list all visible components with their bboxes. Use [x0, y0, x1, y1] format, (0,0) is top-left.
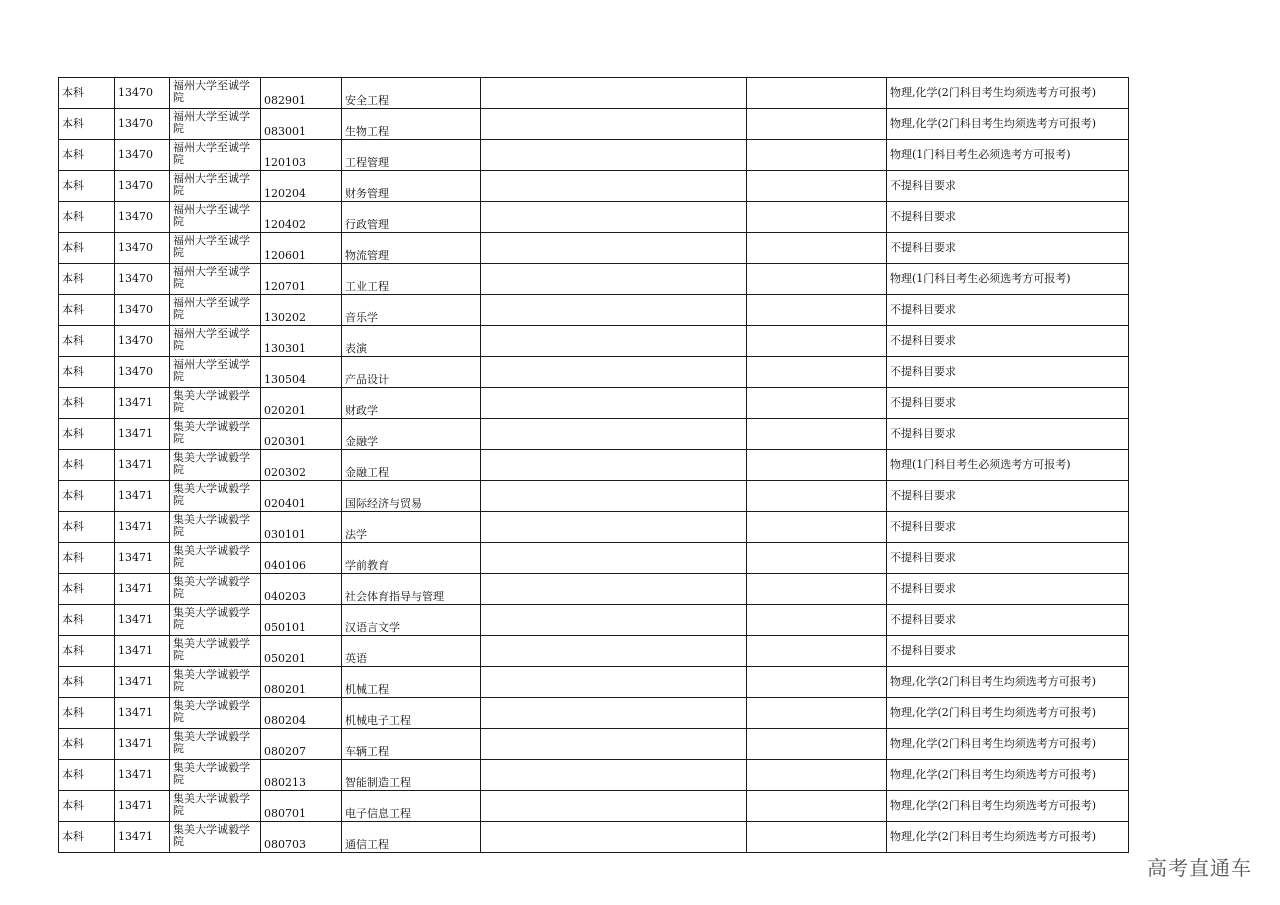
- level-cell: 本科: [59, 791, 115, 822]
- school-code-cell: 13471: [115, 481, 170, 512]
- subject-requirement-cell: 不提科目要求: [887, 481, 1129, 512]
- level-cell: 本科: [59, 822, 115, 853]
- school-code-cell: 13471: [115, 667, 170, 698]
- school-name-cell: 集美大学诚毅学院: [170, 543, 261, 574]
- blank-cell: [481, 450, 747, 481]
- major-code-cell: 080701: [261, 791, 342, 822]
- blank-cell: [747, 419, 887, 450]
- school-name-cell: 集美大学诚毅学院: [170, 419, 261, 450]
- subject-requirement-cell: 物理,化学(2门科目考生均须选考方可报考): [887, 667, 1129, 698]
- major-name-cell: 英语: [342, 636, 481, 667]
- subject-requirement-cell: 不提科目要求: [887, 295, 1129, 326]
- school-code-cell: 13471: [115, 791, 170, 822]
- major-name-cell: 财务管理: [342, 171, 481, 202]
- subject-requirement-cell: 物理,化学(2门科目考生均须选考方可报考): [887, 822, 1129, 853]
- level-cell: 本科: [59, 78, 115, 109]
- school-name-cell: 福州大学至诚学院: [170, 264, 261, 295]
- blank-cell: [481, 233, 747, 264]
- major-code-cell: 120601: [261, 233, 342, 264]
- major-code-cell: 082901: [261, 78, 342, 109]
- major-code-cell: 120701: [261, 264, 342, 295]
- level-cell: 本科: [59, 202, 115, 233]
- blank-cell: [481, 78, 747, 109]
- school-name-cell: 集美大学诚毅学院: [170, 605, 261, 636]
- table-body: [59, 78, 1129, 853]
- school-code-cell: 13471: [115, 822, 170, 853]
- table-row: [59, 481, 1129, 512]
- blank-cell: [747, 543, 887, 574]
- level-cell: 本科: [59, 388, 115, 419]
- blank-cell: [481, 481, 747, 512]
- table-row: [59, 450, 1129, 481]
- major-code-cell: 080213: [261, 760, 342, 791]
- blank-cell: [481, 729, 747, 760]
- level-cell: 本科: [59, 698, 115, 729]
- school-code-cell: 13470: [115, 171, 170, 202]
- school-name-cell: 集美大学诚毅学院: [170, 667, 261, 698]
- blank-cell: [481, 822, 747, 853]
- blank-cell: [747, 729, 887, 760]
- subject-requirement-cell: 不提科目要求: [887, 419, 1129, 450]
- school-name-cell: 集美大学诚毅学院: [170, 822, 261, 853]
- major-code-cell: 020301: [261, 419, 342, 450]
- school-code-cell: 13470: [115, 140, 170, 171]
- subject-requirement-cell: 不提科目要求: [887, 357, 1129, 388]
- major-code-cell: 020401: [261, 481, 342, 512]
- table-row: [59, 543, 1129, 574]
- subject-requirement-cell: 物理(1门科目考生必须选考方可报考): [887, 264, 1129, 295]
- blank-cell: [747, 605, 887, 636]
- school-code-cell: 13471: [115, 543, 170, 574]
- blank-cell: [747, 791, 887, 822]
- major-name-cell: 表演: [342, 326, 481, 357]
- major-name-cell: 机械工程: [342, 667, 481, 698]
- subject-requirement-cell: 不提科目要求: [887, 605, 1129, 636]
- school-name-cell: 集美大学诚毅学院: [170, 512, 261, 543]
- table-row: [59, 760, 1129, 791]
- table-row: [59, 698, 1129, 729]
- major-code-cell: 120103: [261, 140, 342, 171]
- table-row: [59, 78, 1129, 109]
- level-cell: 本科: [59, 171, 115, 202]
- blank-cell: [481, 419, 747, 450]
- school-name-cell: 福州大学至诚学院: [170, 295, 261, 326]
- major-name-cell: 行政管理: [342, 202, 481, 233]
- school-name-cell: 集美大学诚毅学院: [170, 574, 261, 605]
- school-name-cell: 福州大学至诚学院: [170, 326, 261, 357]
- major-name-cell: 法学: [342, 512, 481, 543]
- level-cell: 本科: [59, 419, 115, 450]
- school-name-cell: 集美大学诚毅学院: [170, 791, 261, 822]
- blank-cell: [747, 109, 887, 140]
- blank-cell: [481, 295, 747, 326]
- blank-cell: [747, 78, 887, 109]
- major-name-cell: 产品设计: [342, 357, 481, 388]
- blank-cell: [481, 698, 747, 729]
- school-name-cell: 福州大学至诚学院: [170, 109, 261, 140]
- blank-cell: [747, 512, 887, 543]
- school-code-cell: 13470: [115, 78, 170, 109]
- major-code-cell: 130504: [261, 357, 342, 388]
- level-cell: 本科: [59, 233, 115, 264]
- subject-requirement-cell: 不提科目要求: [887, 512, 1129, 543]
- school-name-cell: 集美大学诚毅学院: [170, 636, 261, 667]
- subject-requirement-cell: 不提科目要求: [887, 388, 1129, 419]
- blank-cell: [747, 140, 887, 171]
- major-name-cell: 汉语言文学: [342, 605, 481, 636]
- major-code-cell: 040106: [261, 543, 342, 574]
- school-code-cell: 13471: [115, 698, 170, 729]
- blank-cell: [481, 388, 747, 419]
- blank-cell: [747, 295, 887, 326]
- major-name-cell: 物流管理: [342, 233, 481, 264]
- level-cell: 本科: [59, 295, 115, 326]
- major-name-cell: 国际经济与贸易: [342, 481, 481, 512]
- table-row: [59, 791, 1129, 822]
- subject-requirement-cell: 物理,化学(2门科目考生均须选考方可报考): [887, 698, 1129, 729]
- table-row: [59, 636, 1129, 667]
- blank-cell: [481, 543, 747, 574]
- blank-cell: [481, 667, 747, 698]
- table-row: [59, 264, 1129, 295]
- school-code-cell: 13470: [115, 109, 170, 140]
- level-cell: 本科: [59, 109, 115, 140]
- blank-cell: [481, 264, 747, 295]
- table-row: [59, 202, 1129, 233]
- subject-requirement-cell: 物理,化学(2门科目考生均须选考方可报考): [887, 729, 1129, 760]
- level-cell: 本科: [59, 326, 115, 357]
- subject-requirement-cell: 物理(1门科目考生必须选考方可报考): [887, 450, 1129, 481]
- school-name-cell: 福州大学至诚学院: [170, 233, 261, 264]
- major-name-cell: 车辆工程: [342, 729, 481, 760]
- blank-cell: [481, 171, 747, 202]
- major-name-cell: 音乐学: [342, 295, 481, 326]
- school-name-cell: 福州大学至诚学院: [170, 357, 261, 388]
- school-code-cell: 13471: [115, 419, 170, 450]
- table-row: [59, 171, 1129, 202]
- blank-cell: [481, 760, 747, 791]
- school-name-cell: 福州大学至诚学院: [170, 78, 261, 109]
- admission-table: [58, 77, 1129, 853]
- blank-cell: [481, 326, 747, 357]
- subject-requirement-cell: 不提科目要求: [887, 233, 1129, 264]
- school-code-cell: 13470: [115, 357, 170, 388]
- blank-cell: [481, 791, 747, 822]
- major-code-cell: 120204: [261, 171, 342, 202]
- subject-requirement-cell: 不提科目要求: [887, 543, 1129, 574]
- level-cell: 本科: [59, 636, 115, 667]
- major-name-cell: 工程管理: [342, 140, 481, 171]
- blank-cell: [481, 512, 747, 543]
- table-row: [59, 419, 1129, 450]
- school-name-cell: 福州大学至诚学院: [170, 202, 261, 233]
- major-name-cell: 金融工程: [342, 450, 481, 481]
- level-cell: 本科: [59, 543, 115, 574]
- school-name-cell: 集美大学诚毅学院: [170, 481, 261, 512]
- table-row: [59, 667, 1129, 698]
- table-row: [59, 605, 1129, 636]
- level-cell: 本科: [59, 450, 115, 481]
- school-name-cell: 集美大学诚毅学院: [170, 450, 261, 481]
- major-name-cell: 学前教育: [342, 543, 481, 574]
- school-name-cell: 集美大学诚毅学院: [170, 729, 261, 760]
- table-row: [59, 140, 1129, 171]
- major-name-cell: 金融学: [342, 419, 481, 450]
- major-name-cell: 生物工程: [342, 109, 481, 140]
- level-cell: 本科: [59, 667, 115, 698]
- blank-cell: [747, 326, 887, 357]
- major-name-cell: 机械电子工程: [342, 698, 481, 729]
- major-name-cell: 智能制造工程: [342, 760, 481, 791]
- table-row: [59, 388, 1129, 419]
- blank-cell: [481, 202, 747, 233]
- blank-cell: [747, 171, 887, 202]
- major-code-cell: 080201: [261, 667, 342, 698]
- school-code-cell: 13471: [115, 388, 170, 419]
- blank-cell: [747, 202, 887, 233]
- major-code-cell: 050201: [261, 636, 342, 667]
- major-code-cell: 080204: [261, 698, 342, 729]
- school-name-cell: 集美大学诚毅学院: [170, 388, 261, 419]
- major-name-cell: 财政学: [342, 388, 481, 419]
- major-name-cell: 社会体育指导与管理: [342, 574, 481, 605]
- watermark-logo-text: 高考直通车: [1147, 856, 1252, 880]
- blank-cell: [481, 357, 747, 388]
- level-cell: 本科: [59, 729, 115, 760]
- school-name-cell: 集美大学诚毅学院: [170, 760, 261, 791]
- blank-cell: [481, 605, 747, 636]
- major-code-cell: 020201: [261, 388, 342, 419]
- blank-cell: [747, 667, 887, 698]
- subject-requirement-cell: 物理,化学(2门科目考生均须选考方可报考): [887, 791, 1129, 822]
- level-cell: 本科: [59, 264, 115, 295]
- blank-cell: [747, 450, 887, 481]
- level-cell: 本科: [59, 481, 115, 512]
- major-name-cell: 工业工程: [342, 264, 481, 295]
- major-name-cell: 通信工程: [342, 822, 481, 853]
- blank-cell: [747, 636, 887, 667]
- school-name-cell: 福州大学至诚学院: [170, 171, 261, 202]
- blank-cell: [481, 109, 747, 140]
- major-code-cell: 130301: [261, 326, 342, 357]
- school-code-cell: 13470: [115, 326, 170, 357]
- blank-cell: [481, 140, 747, 171]
- table-row: [59, 729, 1129, 760]
- level-cell: 本科: [59, 140, 115, 171]
- blank-cell: [747, 698, 887, 729]
- table-row: [59, 295, 1129, 326]
- blank-cell: [747, 264, 887, 295]
- subject-requirement-cell: 不提科目要求: [887, 326, 1129, 357]
- school-code-cell: 13471: [115, 574, 170, 605]
- blank-cell: [747, 481, 887, 512]
- level-cell: 本科: [59, 605, 115, 636]
- major-code-cell: 030101: [261, 512, 342, 543]
- subject-requirement-cell: 不提科目要求: [887, 202, 1129, 233]
- major-code-cell: 050101: [261, 605, 342, 636]
- major-code-cell: 080207: [261, 729, 342, 760]
- school-code-cell: 13470: [115, 295, 170, 326]
- school-code-cell: 13471: [115, 605, 170, 636]
- major-code-cell: 040203: [261, 574, 342, 605]
- subject-requirement-cell: 物理,化学(2门科目考生均须选考方可报考): [887, 760, 1129, 791]
- subject-requirement-cell: 物理,化学(2门科目考生均须选考方可报考): [887, 78, 1129, 109]
- school-code-cell: 13471: [115, 636, 170, 667]
- table-row: [59, 357, 1129, 388]
- table-row: [59, 233, 1129, 264]
- school-code-cell: 13470: [115, 202, 170, 233]
- school-code-cell: 13471: [115, 450, 170, 481]
- table-row: [59, 574, 1129, 605]
- table-row: [59, 326, 1129, 357]
- table-row: [59, 109, 1129, 140]
- blank-cell: [747, 822, 887, 853]
- level-cell: 本科: [59, 574, 115, 605]
- major-code-cell: 130202: [261, 295, 342, 326]
- subject-requirement-cell: 不提科目要求: [887, 171, 1129, 202]
- school-code-cell: 13470: [115, 233, 170, 264]
- school-name-cell: 集美大学诚毅学院: [170, 698, 261, 729]
- table-row: [59, 822, 1129, 853]
- major-name-cell: 安全工程: [342, 78, 481, 109]
- blank-cell: [481, 574, 747, 605]
- school-code-cell: 13471: [115, 729, 170, 760]
- blank-cell: [481, 636, 747, 667]
- level-cell: 本科: [59, 512, 115, 543]
- subject-requirement-cell: 物理,化学(2门科目考生均须选考方可报考): [887, 109, 1129, 140]
- subject-requirement-cell: 不提科目要求: [887, 636, 1129, 667]
- blank-cell: [747, 388, 887, 419]
- table-row: [59, 512, 1129, 543]
- school-code-cell: 13471: [115, 760, 170, 791]
- blank-cell: [747, 357, 887, 388]
- level-cell: 本科: [59, 357, 115, 388]
- blank-cell: [747, 574, 887, 605]
- major-name-cell: 电子信息工程: [342, 791, 481, 822]
- level-cell: 本科: [59, 760, 115, 791]
- subject-requirement-cell: 物理(1门科目考生必须选考方可报考): [887, 140, 1129, 171]
- school-name-cell: 福州大学至诚学院: [170, 140, 261, 171]
- major-code-cell: 120402: [261, 202, 342, 233]
- school-code-cell: 13471: [115, 512, 170, 543]
- major-code-cell: 020302: [261, 450, 342, 481]
- subject-requirement-cell: 不提科目要求: [887, 574, 1129, 605]
- major-code-cell: 083001: [261, 109, 342, 140]
- major-code-cell: 080703: [261, 822, 342, 853]
- blank-cell: [747, 233, 887, 264]
- blank-cell: [747, 760, 887, 791]
- school-code-cell: 13470: [115, 264, 170, 295]
